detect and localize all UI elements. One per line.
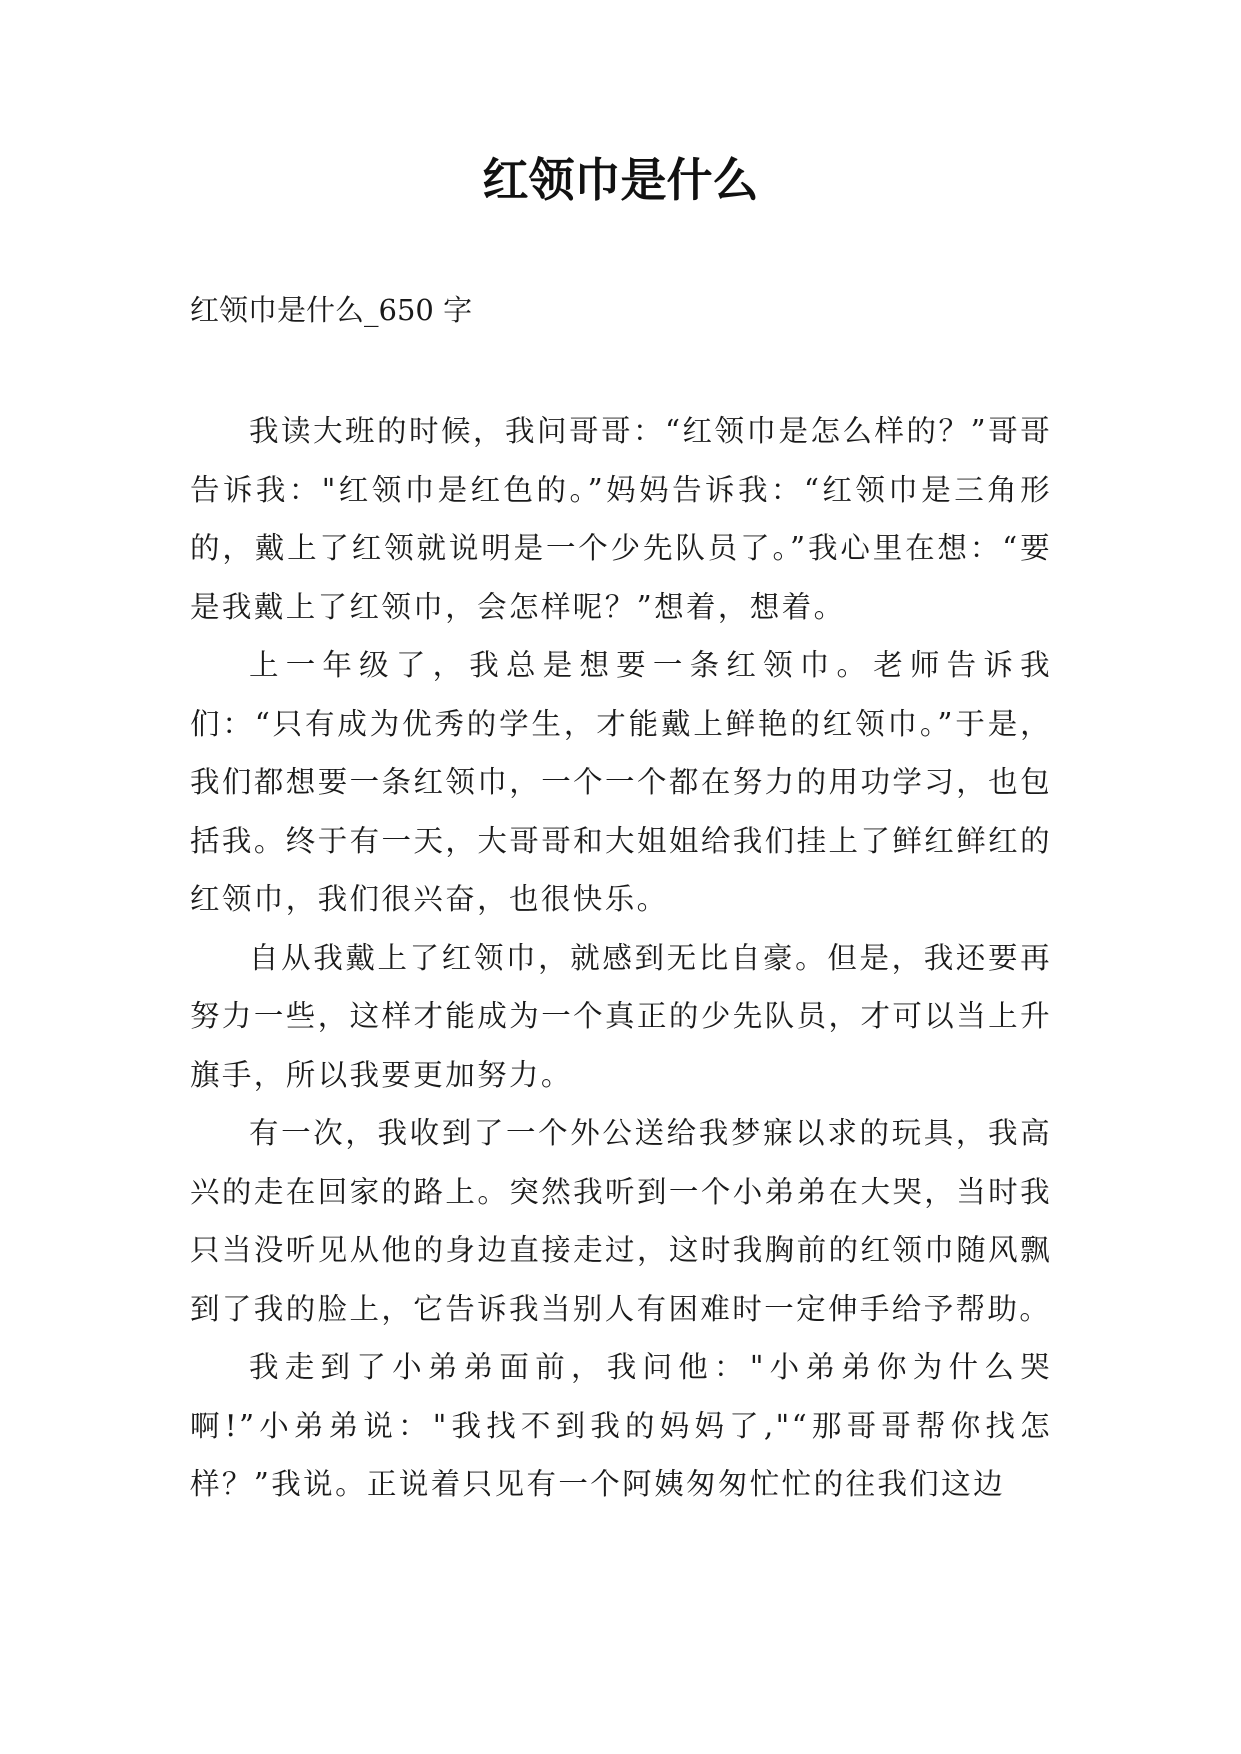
paragraph-4: 有一次，我收到了一个外公送给我梦寐以求的玩具，我高兴的走在回家的路上。突然我听到一个小弟弟在大哭，当时我只当没听见从他的身边直接走过，这时我胸前的红领巾随风飘到了我的脸上，它告诉我当别人有困难时一定伸手给予帮助。	[190, 1116, 1052, 1326]
paragraph-3: 自从我戴上了红领巾，就感到无比自豪。但是，我还要再努力一些，这样才能成为一个真正的少先队员，才可以当上升旗手，所以我要更加努力。	[190, 940, 1052, 1092]
paragraph-2: 上一年级了，我总是想要一条红领巾。老师告诉我们：“只有成为优秀的学生，才能戴上鲜艳的红领巾。”于是，我们都想要一条红领巾，一个一个都在努力的用功学习，也包括我。终于有一天，大哥哥和大姐姐给我们挂上了鲜红鲜红的红领巾，我们很兴奋，也很快乐。	[190, 648, 1052, 916]
document-body	[190, 402, 1052, 1514]
paragraph-5: 我走到了小弟弟面前，我问他："小弟弟你为什么哭啊!”小弟弟说："我找不到我的妈妈了,"“那哥哥帮你找怎样？”我说。正说着只见有一个阿姨匆匆忙忙的往我们这边	[190, 1350, 1052, 1501]
paragraph-1: 我读大班的时候，我问哥哥：“红领巾是怎么样的？”哥哥告诉我："红领巾是红色的。”妈妈告诉我：“红领巾是三角形的，戴上了红领就说明是一个少先队员了。”我心里在想：“要是我戴上了红领巾，会怎样呢？”想着，想着。	[190, 414, 1052, 624]
document-title: 红领巾是什么	[482, 153, 759, 207]
document-subtitle: 红领巾是什么_650 字	[190, 293, 473, 327]
